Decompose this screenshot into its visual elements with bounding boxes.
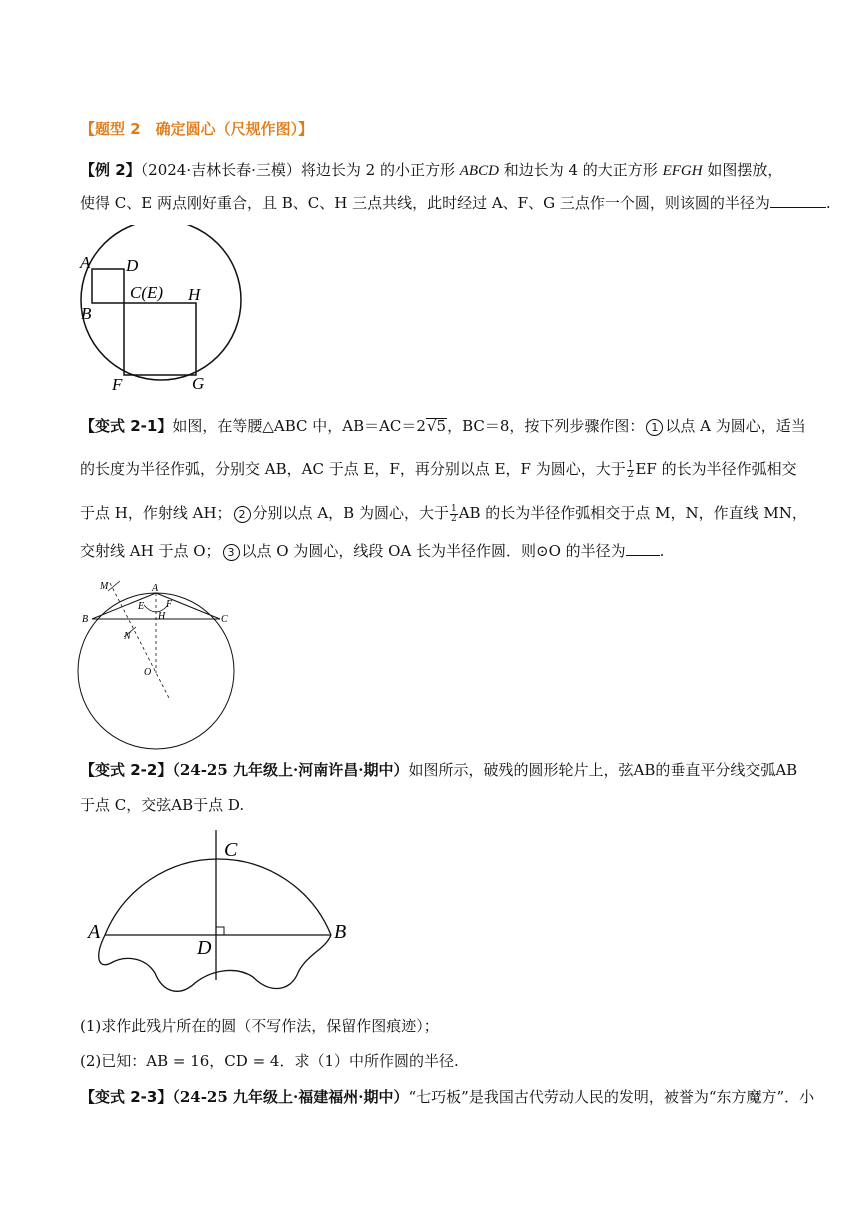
variant-2-1-line-1: 【变式 2-1】如图，在等腰△ABC 中，AB＝AC＝2√5，BC＝8，按下列步骤作图： 1 以点 A 为圆心，适当 bbox=[80, 417, 806, 435]
label-F: F bbox=[112, 375, 123, 394]
label-B-2: B bbox=[82, 614, 89, 625]
label-B: B bbox=[81, 304, 92, 323]
label-A-2: A bbox=[152, 583, 159, 594]
example-2-line-2: 使得 C、E 两点刚好重合，且 B、C、H 三点共线，此时经过 A、F、G 三点作一个圆，则该圆的半径为 . bbox=[80, 194, 831, 212]
label-CE: C(E) bbox=[130, 283, 164, 302]
variant-2-1-line-4: 交射线 AH 于点 O； 3 以点 O 为圆心，线段 OA 长为半径作圆．则⊙O 的半径为 . bbox=[80, 542, 665, 560]
label-B-3: B bbox=[334, 921, 347, 943]
variant-2-1-line-3: 于点 H，作射线 AH； 2 分别以点 A，B 为圆心，大于 $\frac{1}{2}$ AB 的长为半径作弧相交于点 M，N，作直线 MN， bbox=[80, 503, 807, 524]
answer-blank-2 bbox=[626, 541, 660, 556]
label-A: A bbox=[80, 253, 91, 272]
label-A-3: A bbox=[88, 921, 101, 943]
label-H: H bbox=[188, 285, 201, 304]
figure-squares-circle bbox=[70, 225, 260, 395]
label-F-2: F bbox=[166, 599, 173, 610]
figure-isosceles-circle bbox=[70, 575, 250, 750]
figure-broken-wheel bbox=[85, 825, 355, 1005]
label-D: D bbox=[126, 256, 139, 275]
step-3-marker: 3 bbox=[223, 544, 240, 561]
label-C-3: C bbox=[224, 839, 238, 861]
variant-2-2-line-2: 于点 C，交弦AB于点 D. bbox=[80, 796, 245, 814]
question-1: (1)求作此残片所在的圆（不写作法，保留作图痕迹）； bbox=[80, 1017, 439, 1035]
variant-2-2-label: 【变式 2-2】 bbox=[80, 761, 173, 779]
variant-2-2-line-1: 【变式 2-2】（24-25 九年级上·河南许昌·期中）如图所示，破残的圆形轮片上，弦AB的垂直平分线交弧AB bbox=[80, 761, 798, 779]
step-2-marker: 2 bbox=[234, 506, 251, 523]
variant-2-1-line-2: 的长度为半径作弧，分别交 AB，AC 于点 E，F，再分别以点 E，F 为圆心，大于 $\frac{1}{2}$ EF 的长为半径作弧相交 bbox=[80, 459, 797, 480]
answer-blank bbox=[770, 193, 826, 208]
section-title: 【题型 2 确定圆心（尺规作图）】 bbox=[80, 120, 314, 138]
variant-2-1-label: 【变式 2-1】 bbox=[80, 417, 173, 435]
label-H-2: H bbox=[158, 611, 166, 622]
label-N: N bbox=[124, 631, 131, 642]
fraction-half: $\frac{1}{2}$ bbox=[627, 459, 634, 480]
label-O: O bbox=[144, 667, 152, 678]
label-D-3: D bbox=[197, 937, 212, 959]
fraction-half-2: $\frac{1}{2}$ bbox=[450, 503, 457, 524]
label-C-2: C bbox=[221, 614, 228, 625]
question-2: (2)已知：AB = 16，CD = 4．求（1）中所作圆的半径. bbox=[80, 1052, 459, 1070]
variant-2-3-label: 【变式 2-3】 bbox=[80, 1088, 173, 1106]
example-label: 【例 2】 bbox=[80, 161, 141, 179]
label-E: E bbox=[138, 601, 145, 612]
example-source: （2024·吉林长春·三模） bbox=[140, 161, 301, 179]
step-1-marker: 1 bbox=[646, 419, 663, 436]
label-G: G bbox=[192, 374, 205, 393]
example-2-line-1: 【例 2】（2024·吉林长春·三模）将边长为 2 的小正方形 ABCD 和边长为 4 的大正方形 EFGH 如图摆放， bbox=[80, 161, 783, 179]
variant-2-3-line-1: 【变式 2-3】（24-25 九年级上·福建福州·期中）“七巧板”是我国古代劳动人民的发明，被誉为“东方魔方”．小 bbox=[80, 1088, 815, 1106]
label-M: M bbox=[100, 581, 109, 592]
